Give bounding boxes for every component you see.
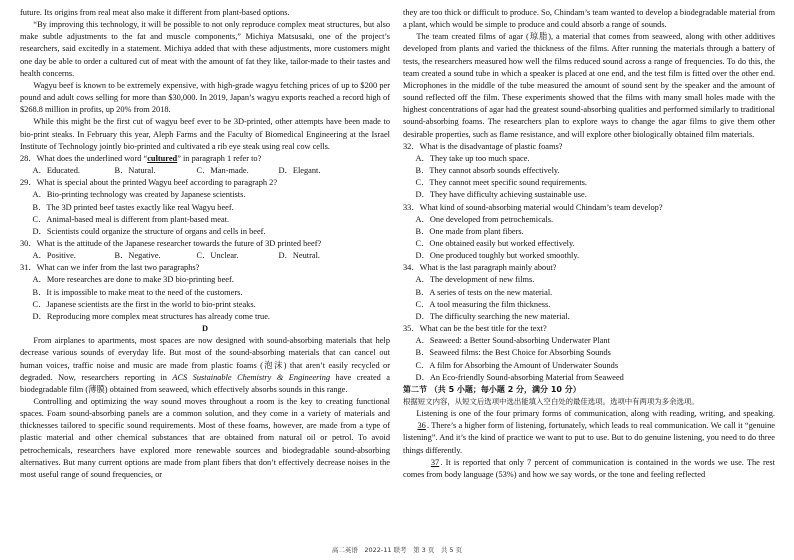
option-b[interactable]: B．It is impossible to make meat to the need of the customers.	[32, 287, 243, 297]
right-column	[403, 7, 775, 481]
question-35: 35．What can be the best title for the text?	[403, 324, 547, 334]
question-32: 32．What is the disadvantage of plastic foams?	[403, 141, 563, 151]
page-footer: 高二英语 2022-11 联考 第 3 页 共 5 页	[331, 546, 463, 554]
question-29: 29．What is special about the printed Wagyu beef according to paragraph 2?	[20, 178, 278, 188]
option-b[interactable]: B．A series of tests on the new material.	[415, 287, 553, 297]
blank-37[interactable]: 37	[430, 457, 440, 467]
option-d[interactable]: D．Neutral.	[278, 251, 320, 261]
blank-36[interactable]: 36	[417, 421, 426, 431]
option-a[interactable]: A．More researches are done to make 3D bio-printing beef.	[32, 275, 234, 285]
option-c[interactable]: C．A film for Absorbing the Amount of Underwater Sounds	[415, 360, 619, 370]
option-c[interactable]: C．Unclear.	[196, 251, 239, 261]
cloze-para-1: Listening is one of the four primary forms of communication, along with reading, writing, and speaking. 36. There’s a higher form of listening, fortunately, which leads to real communication. We call it “genuine listening”. And it’s the kind of practice we want to put to use. But to do genuine listening, you need to do three things differently.	[403, 409, 776, 455]
option-c[interactable]: C．A tool measuring the film thickness.	[415, 299, 551, 309]
passage-c-para-3: Wagyu beef is known to be extremely expensive, with high-grade wagyu fetching prices of up to $200 per pound and adult cows selling for more than $30,000. In 2019, Japan’s wagyu exports reached a record high of $268.8 million in profits, up 20% from 2018.	[20, 80, 390, 115]
option-d[interactable]: D．Reproducing more complex meat structures has already come true.	[32, 311, 270, 321]
option-a[interactable]: A．They take up too much space.	[415, 153, 530, 163]
question-30: 30．What is the attitude of the Japanese researcher towards the future of 3D printed beef?	[20, 238, 322, 248]
question-28: 28．What does the underlined word “cultured” in paragraph 1 refer to?	[20, 153, 262, 163]
option-b[interactable]: B．The 3D printed beef tastes exactly like real Wagyu beef.	[32, 202, 234, 212]
option-d[interactable]: D．Scientists could organize the structure of organs and cells in beef.	[32, 226, 266, 236]
option-c[interactable]: C．Japanese scientists are the first in the world to bio-print steaks.	[32, 299, 256, 309]
option-d[interactable]: D．They have difficulty achieving sustainable use.	[415, 190, 587, 200]
passage-d-para-1: From airplanes to apartments, most spaces are now designed with sound-absorbing materials that help decrease various sounds of everyday life. But most of the sound-absorbing materials that can cancel out human voices, traffic noise and music are made from plastic foams (泡沫) that aren’t easily recycled or degraded. Now, researchers reporting in ACS Sustainable Chemistry & Engineering have created a biodegradable film (薄膜) obtained from seaweed, which effectively absorbs sounds in this range.	[20, 336, 391, 394]
option-c[interactable]: C．They cannot meet specific sound requirements.	[415, 178, 587, 188]
option-a[interactable]: A．One developed from petrochemicals.	[415, 214, 554, 224]
question-34: 34．What is the last paragraph mainly about?	[403, 263, 557, 273]
cloze-para-2: 37. It is reported that only 7 percent of communication is contained in the words we use. The rest comes from body language (53%) and how we say words, or the tone and feeling reflected	[403, 457, 775, 479]
question-30-options	[20, 250, 390, 262]
passage-d-para-2: Controlling and optimizing the way sound moves throughout a room is the key to creating functional spaces. Foam sound-absorbing panels are a common solution, and they come in a variety of materials and thicknesses tailored to specific sound requirements. Most of these foams, however, are made from a type of plastic material and other chemical substances that are obtained from natural oil or petrol. To avoid petrochemicals, researchers have explored more renewable sources and biodegradable sound-absorbing alternatives. But many current options are made from plant fibers that don’t effectively decrease noises in the most useful range of sound frequencies, or	[20, 397, 390, 479]
passage-c-para-2: “By improving this technology, it will be possible to not only reproduce complex meat structures, but also make subtle adjustments to the fat and muscle components,” Michiya Matsusaki, one of the project’s researchers, said excitedly in a statement. Michiya added that with these adjustments, more customers might one day be able to order a cultured cut of meat with the amount of fat they like, tailor-made to their tastes and health concerns.	[20, 20, 390, 78]
left-column	[20, 7, 390, 481]
option-d[interactable]: D．An Eco-friendly Sound-absorbing Material from Seaweed	[415, 372, 624, 382]
option-c[interactable]: C．Man-made.	[196, 166, 249, 176]
option-a[interactable]: A．Positive.	[32, 251, 76, 261]
option-d[interactable]: D．One produced toughly but worked smoothly.	[415, 251, 580, 261]
passage-c-para-1: future. Its origins from real meat also make it different from plant-based options.	[20, 8, 290, 17]
option-a[interactable]: A．Bio-printing technology was created by Japanese scientists.	[32, 190, 246, 200]
option-c[interactable]: C．One obtained easily but worked effectively.	[415, 238, 575, 248]
passage-d-heading: D	[201, 324, 209, 334]
question-31: 31．What can we infer from the last two paragraphs?	[20, 263, 200, 273]
option-b[interactable]: B．One made from plant fibers.	[415, 226, 524, 236]
underlined-word: cultured	[147, 153, 178, 163]
section-2-instructions: 根据短文内容，从短文后选项中选出能填入空白处的最佳选项。选项中有两项为多余选项。	[403, 397, 699, 406]
passage-d-para-3: they are too thick or difficult to produce. So, Chindam’s team wanted to develop a biodegradable material from a plant, which would be simple to produce and could absorb a range of sounds.	[403, 8, 775, 30]
option-a[interactable]: A．Seaweed: a Better Sound-absorbing Underwater Plant	[415, 336, 610, 346]
passage-d-para-4: The team created films of agar (琼脂), a material that comes from seaweed, along with other additives developed from plants and varied the thickness of the films. After running the materials through a battery of tests, the researchers measured how well the films reduced sound across a range of frequencies. To do this, the team created a sound tube in which a speaker is placed at one end, and the test film is fitted over the other end. Microphones in the middle of the tube measured the amount of sound sent by the speaker and the amount of sound reflected off the film. These experiments showed that the films with many small holes made with the highest concentrations of agar had the greatest sound-absorbing qualities and performed similarly to traditional sound-absorbing foams. The researchers plan to explore ways to change the agar films to give them other desirable properties, such as flame resistance, and will explore other biologically obtained film materials.	[403, 32, 775, 139]
question-28-options	[20, 165, 390, 177]
option-a[interactable]: A．The development of new films.	[415, 275, 535, 285]
section-2-heading: 第二节 （共 5 小题；每小题 2 分，满分 10 分）	[403, 384, 581, 394]
option-b[interactable]: B．They cannot absorb sounds effectively.	[415, 166, 560, 176]
option-b[interactable]: B．Natural.	[114, 166, 156, 176]
option-d[interactable]: D．The difficulty searching the new material.	[415, 311, 570, 321]
option-d[interactable]: D．Elegant.	[278, 166, 321, 176]
passage-c-para-4: While this might be the first cut of wagyu beef ever to be 3D-printed, other attempts have been made to bio-print steaks. In February this year, Aleph Farms and the Faculty of Biomedical Engineering at the Israel Institute of Technology jointly bio-printed and cultivated a rib eye steak using real cow cells.	[20, 117, 390, 151]
option-b[interactable]: B．Seaweed films: the Best Choice for Absorbing Sounds	[415, 348, 611, 358]
question-33: 33．What kind of sound-absorbing material would Chindam’s team develop?	[403, 202, 663, 212]
option-a[interactable]: A．Educated.	[32, 166, 81, 176]
option-b[interactable]: B．Negative.	[114, 251, 161, 261]
option-c[interactable]: C．Animal-based meal is different from plant-based meat.	[32, 214, 230, 224]
journal-name: ACS Sustainable Chemistry & Engineering	[172, 372, 331, 382]
